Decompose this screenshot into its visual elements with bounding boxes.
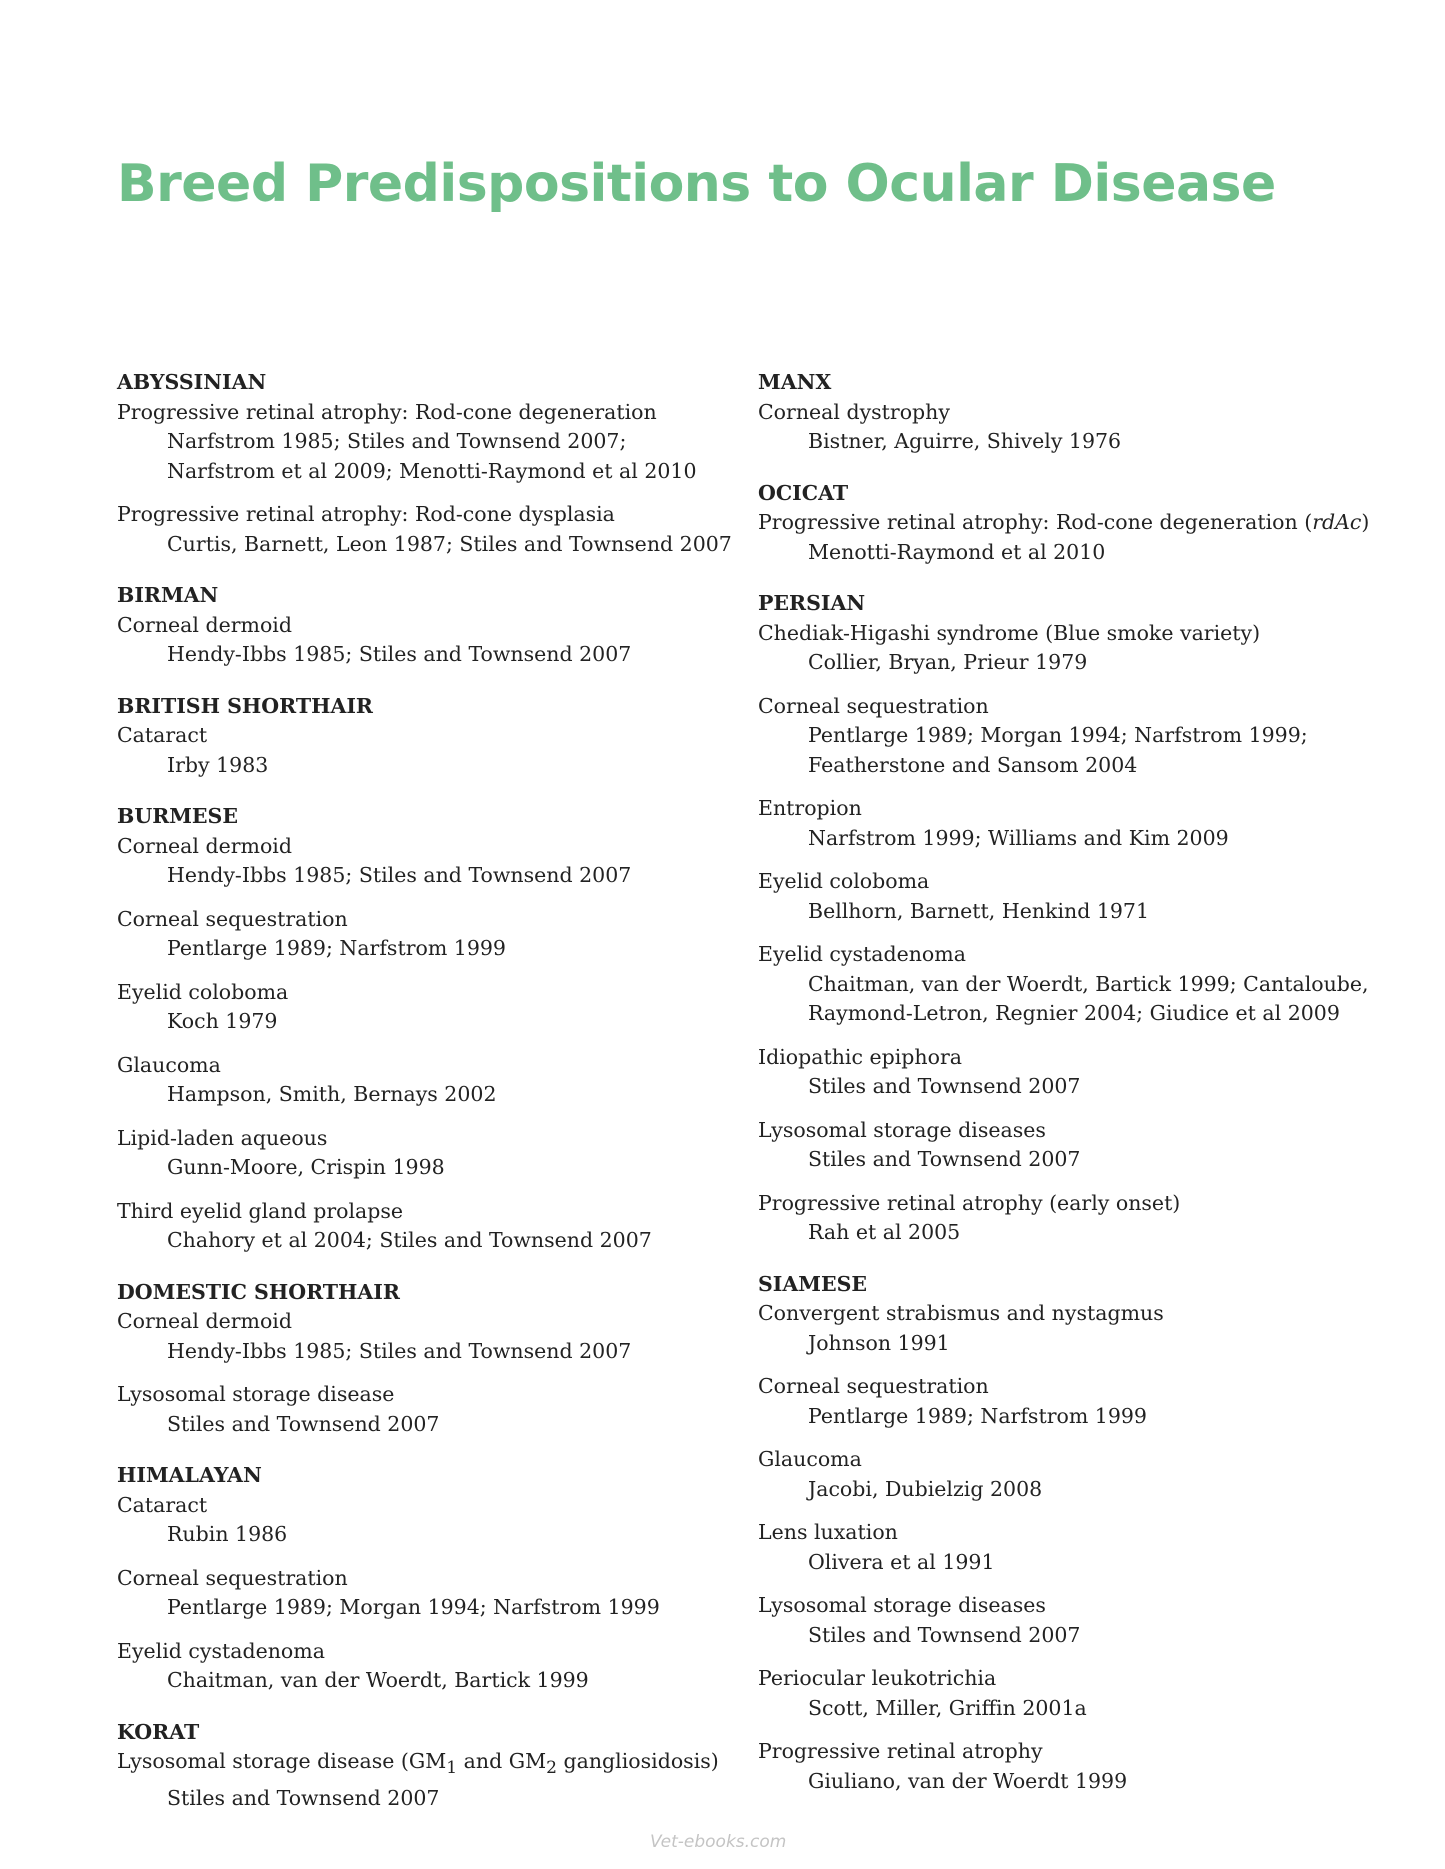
- condition-name: [758, 1445, 1378, 1475]
- condition-text: Eyelid coloboma: [758, 869, 930, 893]
- references: Narfstrom 1985; Stiles and Townsend 2007; Narfstrom et al 2009; Menotti-Raymond et al 2010: [167, 429, 697, 483]
- condition-entry: [758, 1299, 1378, 1358]
- condition-text: Corneal sequestration: [758, 693, 989, 718]
- references: Pentlarge 1989; Narfstrom 1999: [167, 936, 506, 960]
- condition-entry: [758, 1372, 1378, 1431]
- references: Stiles and Townsend 2007: [808, 1074, 1081, 1098]
- condition-text: Corneal dermoid: [117, 1309, 292, 1333]
- condition-entry: [117, 978, 737, 1037]
- condition-name: [758, 1737, 1378, 1767]
- breed-section: [117, 368, 737, 559]
- condition-text: Periocular leukotrichia: [758, 1666, 997, 1690]
- condition-entry: [758, 1189, 1378, 1248]
- references: Scott, Miller, Griffin 2001a: [808, 1695, 1087, 1720]
- condition-text: Eyelid cystadenoma: [117, 1638, 325, 1663]
- references: Chaitman, van der Woerdt, Bartick 1999: [167, 1668, 589, 1692]
- condition-entry: [758, 1664, 1378, 1723]
- condition-text: Corneal sequestration: [758, 1374, 989, 1398]
- condition-name: [117, 978, 737, 1008]
- condition-text: Progressive retinal atrophy: Rod-cone dysplasia: [117, 502, 615, 526]
- references: Chaitman, van der Woerdt, Bartick 1999; Cantaloube, Raymond-Letron, Regnier 2004; Giudice et al 2009: [808, 971, 1369, 1025]
- condition-entry: [758, 1518, 1378, 1577]
- condition-entry: [117, 905, 737, 964]
- references: Pentlarge 1989; Morgan 1994; Narfstrom 1999; Featherstone and Sansom 2004: [808, 723, 1308, 777]
- condition-name: [117, 1637, 737, 1667]
- condition-entry: [758, 867, 1378, 926]
- condition-text: Idiopathic epiphora: [758, 1044, 962, 1069]
- breed-name: ABYSSINIAN: [117, 370, 267, 394]
- breed-name: PERSIAN: [758, 591, 866, 615]
- condition-entry: [117, 611, 737, 670]
- breed-section: [758, 1270, 1378, 1797]
- condition-entry: [117, 1051, 737, 1110]
- references: Pentlarge 1989; Narfstrom 1999: [808, 1403, 1147, 1428]
- references: Collier, Bryan, Prieur 1979: [808, 650, 1088, 674]
- condition-text: Corneal dystrophy: [758, 399, 950, 424]
- condition-name: [117, 1124, 737, 1154]
- condition-text: and GM: [457, 1749, 547, 1773]
- breed-name: BRITISH SHORTHAIR: [117, 693, 373, 718]
- condition-entry: [117, 500, 737, 559]
- condition-text: Glaucoma: [758, 1447, 862, 1471]
- breed-name: KORAT: [117, 1719, 200, 1744]
- references: Giuliano, van der Woerdt 1999: [808, 1768, 1128, 1793]
- breed-section: [758, 479, 1378, 568]
- references: Stiles and Townsend 2007: [808, 1147, 1081, 1171]
- condition-entry: [117, 1197, 737, 1256]
- watermark: Vet-ebooks.com: [650, 1832, 787, 1852]
- condition-text: gangliosidosis): [556, 1749, 719, 1773]
- references: Stiles and Townsend 2007: [167, 1785, 440, 1810]
- condition-entry: [758, 1043, 1378, 1102]
- references: Stiles and Townsend 2007: [167, 1411, 440, 1436]
- condition-name: [758, 1116, 1378, 1146]
- breed-name: MANX: [758, 370, 832, 394]
- references: Rubin 1986: [167, 1522, 288, 1546]
- breed-section: [758, 368, 1378, 457]
- references: Bellhorn, Barnett, Henkind 1971: [808, 898, 1150, 923]
- breed-section: [117, 1278, 737, 1440]
- references: Curtis, Barnett, Leon 1987; Stiles and Townsend 2007: [167, 531, 732, 556]
- condition-name: [117, 1491, 737, 1521]
- condition-name: [758, 508, 1378, 538]
- breed-section: [117, 802, 737, 1256]
- condition-entry: [758, 619, 1378, 678]
- references: Johnson 1991: [808, 1330, 950, 1355]
- references: Hendy-Ibbs 1985; Stiles and Townsend 2007: [167, 642, 632, 666]
- references: Koch 1979: [167, 1009, 278, 1033]
- condition-text: Convergent strabismus and nystagmus: [758, 1301, 1164, 1325]
- condition-name: [117, 398, 737, 428]
- condition-entry: [758, 1445, 1378, 1504]
- references: Hampson, Smith, Bernays 2002: [167, 1082, 497, 1106]
- condition-name: [117, 611, 737, 641]
- condition-name: [117, 1307, 737, 1337]
- condition-name: [758, 1591, 1378, 1621]
- condition-name: [117, 832, 737, 862]
- references: Gunn-Moore, Crispin 1998: [167, 1155, 445, 1179]
- references: Menotti-Raymond et al 2010: [808, 539, 1106, 564]
- references: Bistner, Aguirre, Shively 1976: [808, 429, 1122, 453]
- condition-text: Progressive retinal atrophy: Rod-cone degeneration (: [758, 510, 1313, 534]
- references: Narfstrom 1999; Williams and Kim 2009: [808, 825, 1229, 850]
- condition-entry: [117, 1491, 737, 1550]
- breed-name: BURMESE: [117, 804, 238, 828]
- references: Stiles and Townsend 2007: [808, 1622, 1081, 1647]
- condition-text: ): [1361, 510, 1370, 534]
- condition-text: Eyelid coloboma: [117, 979, 289, 1004]
- references: Rah et al 2005: [808, 1220, 961, 1244]
- condition-name: [117, 1747, 737, 1784]
- condition-entry: [117, 1307, 737, 1366]
- condition-text: Lens luxation: [758, 1520, 898, 1544]
- condition-entry: [758, 1116, 1378, 1175]
- condition-name: [758, 619, 1378, 649]
- condition-text: Chediak-Higashi syndrome (Blue smoke variety): [758, 620, 1261, 645]
- breed-name: DOMESTIC SHORTHAIR: [117, 1279, 400, 1304]
- references: Chahory et al 2004; Stiles and Townsend 2007: [167, 1228, 652, 1252]
- subscript: 1: [446, 1758, 458, 1779]
- condition-entry: [758, 940, 1378, 1029]
- condition-text: Lipid-laden aqueous: [117, 1125, 328, 1150]
- condition-italic: rdAc: [1312, 510, 1362, 534]
- condition-text: Progressive retinal atrophy: [758, 1739, 1043, 1763]
- subscript: 2: [546, 1758, 557, 1779]
- condition-entry: [117, 1747, 737, 1813]
- condition-name: [758, 867, 1378, 897]
- condition-name: [758, 1664, 1378, 1694]
- condition-name: [758, 1372, 1378, 1402]
- page-title: Breed Predispositions to Ocular Disease: [117, 154, 1276, 214]
- condition-entry: [758, 1737, 1378, 1796]
- condition-name: [758, 1189, 1378, 1219]
- condition-entry: [117, 1637, 737, 1696]
- condition-entry: [117, 398, 737, 487]
- condition-text: Lysosomal storage diseases: [758, 1117, 1046, 1142]
- condition-name: [758, 940, 1378, 970]
- condition-entry: [117, 832, 737, 891]
- condition-text: Lysosomal storage diseases: [758, 1593, 1046, 1617]
- condition-entry: [117, 721, 737, 780]
- breed-section: [117, 1461, 737, 1696]
- condition-entry: [117, 1380, 737, 1439]
- condition-name: [758, 1299, 1378, 1329]
- condition-text: Glaucoma: [117, 1052, 221, 1077]
- condition-text: Corneal dermoid: [117, 833, 292, 858]
- condition-name: [117, 1197, 737, 1227]
- condition-name: [117, 721, 737, 751]
- breed-section: [117, 581, 737, 670]
- breed-name: HIMALAYAN: [117, 1463, 262, 1487]
- condition-name: [117, 1051, 737, 1081]
- references: Pentlarge 1989; Morgan 1994; Narfstrom 1999: [167, 1595, 660, 1619]
- condition-entry: [758, 398, 1378, 457]
- condition-text: Third eyelid gland prolapse: [117, 1198, 404, 1223]
- condition-entry: [758, 692, 1378, 781]
- condition-text: Progressive retinal atrophy: Rod-cone degeneration: [117, 399, 657, 424]
- condition-entry: [117, 1124, 737, 1183]
- condition-name: [758, 398, 1378, 428]
- references: Olivera et al 1991: [808, 1549, 995, 1574]
- condition-name: [758, 1518, 1378, 1548]
- condition-name: [117, 500, 737, 530]
- left-column: [117, 368, 737, 1835]
- references: Hendy-Ibbs 1985; Stiles and Townsend 2007: [167, 863, 632, 887]
- condition-entry: [758, 1591, 1378, 1650]
- breed-section: [117, 1718, 737, 1814]
- condition-text: Cataract: [117, 1492, 208, 1517]
- breed-name: SIAMESE: [758, 1271, 868, 1296]
- references: Hendy-Ibbs 1985; Stiles and Townsend 2007: [167, 1338, 632, 1363]
- condition-entry: [117, 1564, 737, 1623]
- condition-text: Entropion: [758, 796, 862, 820]
- references: Jacobi, Dubielzig 2008: [808, 1476, 1043, 1501]
- condition-entry: [758, 794, 1378, 853]
- condition-text: Progressive retinal atrophy (early onset): [758, 1190, 1181, 1215]
- breed-section: [758, 589, 1378, 1248]
- condition-text: Eyelid cystadenoma: [758, 942, 966, 966]
- condition-text: Lysosomal storage disease: [117, 1382, 395, 1406]
- breed-section: [117, 692, 737, 781]
- condition-name: [758, 1043, 1378, 1073]
- condition-name: [117, 1380, 737, 1410]
- condition-name: [758, 794, 1378, 824]
- references: Irby 1983: [167, 752, 269, 777]
- condition-text: Corneal sequestration: [117, 906, 348, 931]
- condition-text: Corneal sequestration: [117, 1565, 348, 1590]
- condition-entry: [758, 508, 1378, 567]
- right-column: [758, 368, 1378, 1818]
- breed-name: BIRMAN: [117, 583, 219, 607]
- condition-name: [758, 692, 1378, 722]
- condition-text: Lysosomal storage disease (GM: [117, 1749, 447, 1773]
- condition-text: Corneal dermoid: [117, 612, 292, 637]
- condition-name: [117, 1564, 737, 1594]
- condition-text: Cataract: [117, 723, 208, 747]
- breed-name: OCICAT: [758, 480, 849, 505]
- condition-name: [117, 905, 737, 935]
